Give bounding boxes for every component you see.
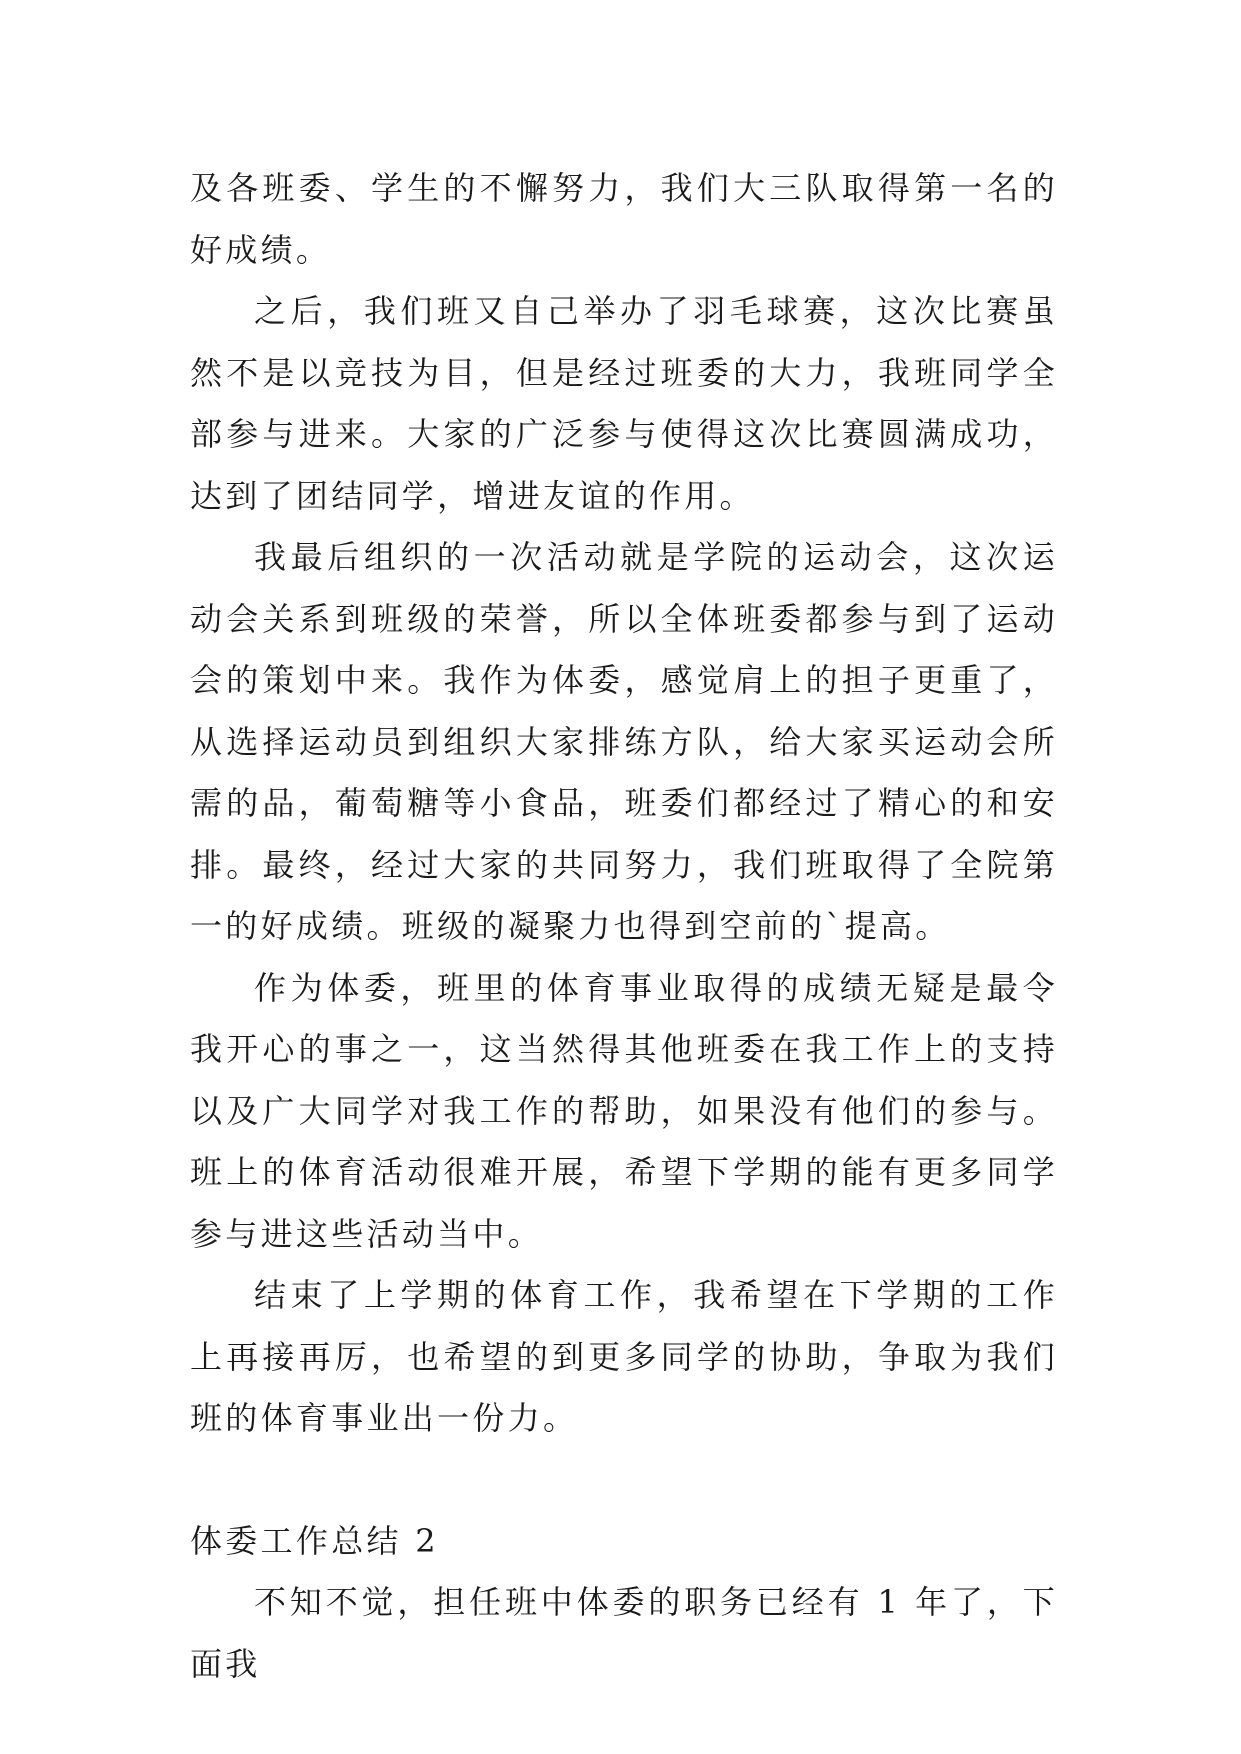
paragraph-sports-meet: 我最后组织的一次活动就是学院的运动会，这次运动会关系到班级的荣誉，所以全体班委都参与到了运动会的策划中来。我作为体委，感觉肩上的担子更重了，从选择运动员到组织大家排练方队，给大家买运动会所需的品，葡萄糖等小食品，班委们都经过了精心的和安排。最终，经过大家的共同努力，我们班取得了全院第一的好成绩。班级的凝聚力也得到空前的`提高。 <box>190 538 1058 945</box>
paragraph-section-intro: 不知不觉，担任班中体委的职务已经有 1 年了，下面我 <box>190 1583 1058 1683</box>
document-page <box>190 158 1058 1695</box>
paragraph-badminton: 之后，我们班又自己举办了羽毛球赛，这次比赛虽然不是以竞技为目，但是经过班委的大力，我班同学全部参与进来。大家的广泛参与使得这次比赛圆满成功，达到了团结同学，增进友谊的作用。 <box>190 292 1058 515</box>
paragraph-continued: 及各班委、学生的不懈努力，我们大三队取得第一名的好成绩。 <box>190 169 1058 269</box>
paragraph-reflection: 作为体委，班里的体育事业取得的成绩无疑是最令我开心的事之一，这当然得其他班委在我工作上的支持以及广大同学对我工作的帮助，如果没有他们的参与。班上的体育活动很难开展，希望下学期的能有更多同学参与进这些活动当中。 <box>190 968 1058 1253</box>
section-title: 体委工作总结 2 <box>190 1521 439 1560</box>
paragraph-conclusion: 结束了上学期的体育工作，我希望在下学期的工作上再接再厉，也希望的到更多同学的协助，争取为我们班的体育事业出一份力。 <box>190 1276 1058 1437</box>
